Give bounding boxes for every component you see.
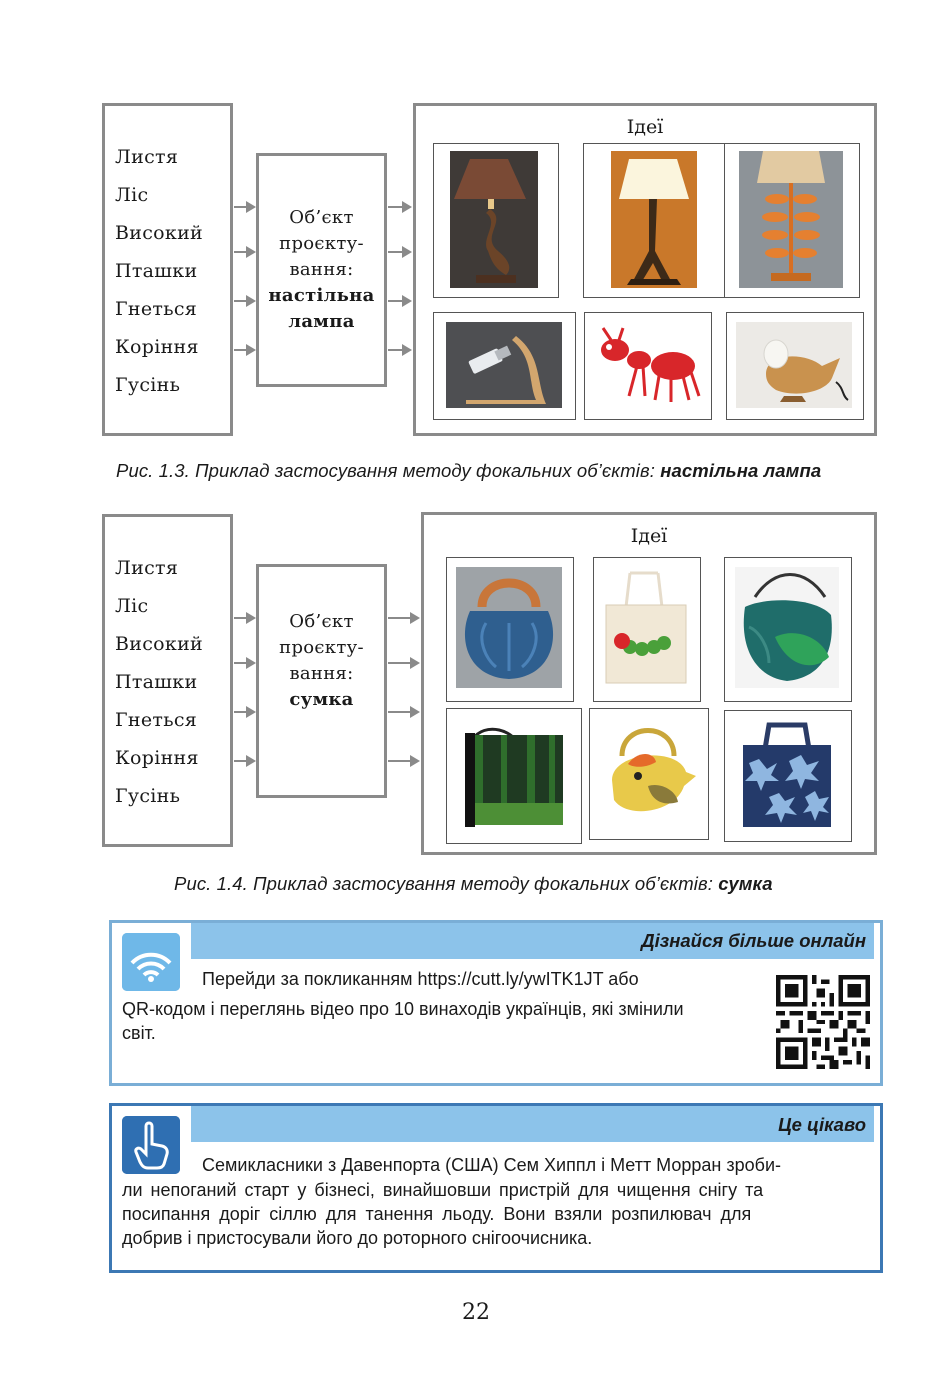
bag-knit-leaves-icon (446, 557, 574, 702)
fig2-object-box (256, 564, 387, 798)
arrow-icon (234, 251, 254, 253)
arrow-icon (234, 206, 254, 208)
object-label: Об’єкт (289, 611, 354, 632)
caption-text: Рис. 1.4. Приклад застосування методу фокальних об’єктів: (174, 873, 719, 894)
caption-text: Рис. 1.3. Приклад застосування методу фокальних об’єктів: (116, 460, 661, 481)
fig2-ideas-box (421, 512, 877, 855)
caption-bold-text: настільна лампа (660, 460, 822, 481)
object-label: проєкту- (279, 233, 364, 254)
online-box (109, 920, 883, 1086)
fig1-word: Пташки (115, 260, 198, 282)
interesting-text-line: Семикласники з Давенпорта (США) Сем Хиппл і Метт Морран зроби- (202, 1155, 781, 1175)
object-label: Об’єкт (289, 207, 354, 228)
online-text-line: Перейди за покликанням https://cutt.ly/ywITK1JT або (202, 969, 639, 989)
fig1-word: Коріння (115, 336, 199, 358)
lamp-bent-wood-arc-icon (433, 312, 576, 420)
arrow-icon (234, 760, 254, 762)
page-number: 22 (462, 1300, 490, 1325)
lamp-white-shade-roots-icon (583, 143, 726, 298)
arrow-icon (388, 206, 410, 208)
lamp-shade-twisted-wood-icon (433, 143, 559, 298)
lamp-leaf-stem-icon (724, 143, 860, 298)
fig1-word: Високий (115, 222, 204, 244)
fig2-word: Гусінь (115, 785, 181, 807)
object-name: лампа (288, 311, 355, 332)
fig2-word: Пташки (115, 671, 198, 693)
arrow-icon (388, 760, 418, 762)
fig1-word: Ліс (115, 184, 149, 206)
wifi-icon (122, 933, 180, 991)
lamp-red-ant-icon (584, 312, 712, 420)
arrow-icon (234, 300, 254, 302)
bag-denim-leaves-icon (724, 710, 852, 842)
bag-forest-print-icon (446, 708, 582, 844)
arrow-icon (388, 617, 418, 619)
online-box-title: Дізнайся більше онлайн (641, 930, 866, 951)
online-box-header (191, 923, 874, 959)
bag-bird-shape-icon (589, 708, 709, 840)
arrow-icon (388, 251, 410, 253)
interesting-box-title: Це цікаво (778, 1114, 866, 1135)
fig1-caption (116, 460, 821, 482)
interesting-box (109, 1103, 883, 1273)
online-text-line: QR-кодом і переглянь відео про 10 винаходів українців, які змінили (122, 999, 684, 1019)
fig1-word: Гнеться (115, 298, 198, 320)
fig1-word-list (102, 103, 233, 436)
fig2-word-list (102, 514, 233, 847)
object-label: вання: (289, 663, 354, 684)
lamp-wooden-bird-icon (726, 312, 864, 420)
bag-green-leaf-icon (724, 557, 852, 702)
ideas-title: Ідеї (630, 525, 668, 547)
arrow-icon (388, 349, 410, 351)
fig1-ideas-box (413, 103, 877, 436)
arrow-icon (388, 300, 410, 302)
online-text-line: світ. (122, 1023, 156, 1043)
fig2-word: Ліс (115, 595, 149, 617)
arrow-icon (234, 349, 254, 351)
pointing-hand-icon (122, 1116, 180, 1174)
bag-caterpillar-tote-icon (593, 557, 701, 702)
object-label: проєкту- (279, 637, 364, 658)
interesting-text-line: посипання доріг сіллю для танення льоду. Вони взяли розпилювач для (122, 1204, 752, 1224)
object-name: настільна (268, 285, 375, 306)
fig2-word: Коріння (115, 747, 199, 769)
interesting-text-line: добрив і пристосували його до роторного снігоочисника. (122, 1228, 593, 1248)
fig2-word: Високий (115, 633, 204, 655)
fig1-word: Листя (115, 146, 179, 168)
fig1-word: Гусінь (115, 374, 181, 396)
arrow-icon (388, 662, 418, 664)
caption-bold-text: сумка (718, 873, 773, 894)
object-name: сумка (289, 689, 354, 710)
arrow-icon (234, 711, 254, 713)
ideas-title: Ідеї (626, 116, 664, 138)
qr-code-icon[interactable] (776, 975, 870, 1069)
interesting-box-header (191, 1106, 874, 1142)
fig2-word: Гнеться (115, 709, 198, 731)
arrow-icon (234, 662, 254, 664)
arrow-icon (388, 711, 418, 713)
arrow-icon (234, 617, 254, 619)
object-label: вання: (289, 259, 354, 280)
interesting-text-line: ли непоганий старт у бізнесі, винайшовши пристрій для чищення снігу та (122, 1180, 764, 1200)
fig1-object-box (256, 153, 387, 387)
fig2-caption (174, 873, 773, 895)
fig2-word: Листя (115, 557, 179, 579)
